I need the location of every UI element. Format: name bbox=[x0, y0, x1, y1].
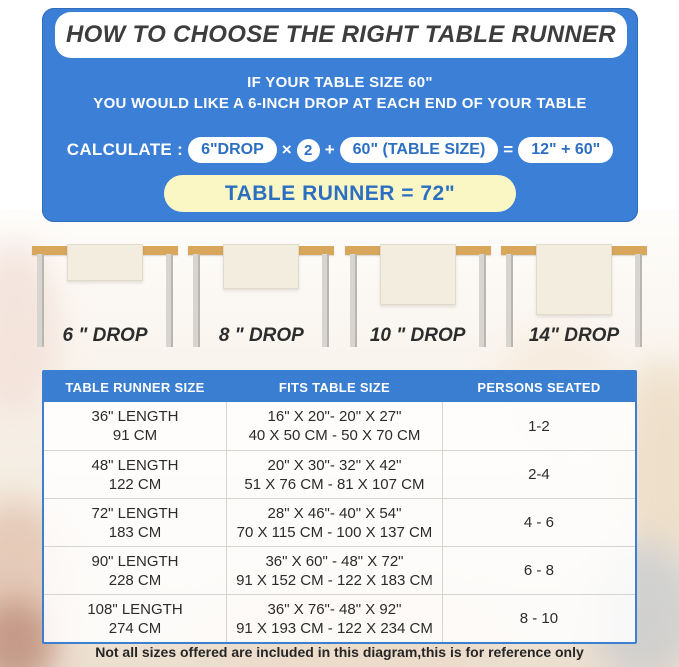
size-inches: 90" LENGTH bbox=[91, 552, 179, 570]
fits-cm: 91 X 152 CM - 122 X 183 CM bbox=[236, 571, 433, 589]
drop-value-pill: 6"DROP bbox=[188, 137, 277, 163]
table-figure-6-drop bbox=[32, 243, 178, 353]
runner-size-cell bbox=[44, 451, 226, 498]
persons-cell: 6 - 8 bbox=[523, 562, 554, 579]
fits-inches: 28" X 46"- 40" X 54" bbox=[267, 504, 402, 522]
persons-cell: 2-4 bbox=[528, 466, 550, 483]
persons-cell: 1-2 bbox=[528, 417, 550, 435]
fits-cm: 40 X 50 CM - 50 X 70 CM bbox=[248, 427, 421, 444]
times-operator: × bbox=[281, 140, 292, 159]
size-inches: 48" LENGTH bbox=[91, 456, 179, 474]
fits-table-cell bbox=[226, 451, 443, 498]
header-panel bbox=[42, 8, 638, 222]
size-reference-table bbox=[42, 370, 637, 644]
fits-inches: 36" X 76"- 48" X 92" bbox=[267, 600, 402, 618]
column-header-persons: PERSONS SEATED bbox=[477, 379, 601, 395]
runner-size-cell bbox=[44, 402, 226, 450]
persons-cell: 4 - 6 bbox=[523, 514, 554, 531]
size-cm: 228 CM bbox=[108, 571, 162, 589]
column-header-fits-table: FITS TABLE SIZE bbox=[278, 379, 391, 395]
fits-inches: 16" X 20"- 20" X 27" bbox=[267, 408, 402, 425]
drop-label: 10 " DROP bbox=[369, 325, 466, 346]
table-header-row bbox=[44, 372, 635, 402]
subtitle-line1: IF YOUR TABLE SIZE 60" bbox=[247, 74, 433, 91]
multiplier-circle: 2 bbox=[297, 139, 320, 162]
table-row bbox=[44, 402, 635, 450]
footer-disclaimer: Not all sizes offered are included in this diagram,this is for reference only bbox=[95, 644, 584, 660]
table-row bbox=[44, 594, 635, 642]
drop-label: 6 " DROP bbox=[62, 325, 148, 346]
size-inches: 108" LENGTH bbox=[87, 600, 183, 618]
subtitle-line2: YOU WOULD LIKE A 6-INCH DROP AT EACH END OF YOUR TABLE bbox=[93, 95, 587, 112]
fits-inches: 36" X 60" - 48" X 72" bbox=[265, 552, 404, 570]
persons-cell: 8 - 10 bbox=[519, 610, 559, 627]
table-row bbox=[44, 546, 635, 594]
table-row bbox=[44, 498, 635, 546]
title-box bbox=[55, 12, 627, 58]
subtitle-block bbox=[42, 72, 638, 114]
runner-illustration bbox=[380, 244, 456, 305]
drop-illustrations bbox=[32, 243, 647, 353]
drop-label: 14" DROP bbox=[528, 325, 620, 346]
column-header-runner-size: TABLE RUNNER SIZE bbox=[65, 379, 205, 395]
fits-table-cell bbox=[226, 499, 443, 546]
equals-operator: = bbox=[503, 140, 514, 159]
drop-label: 8 " DROP bbox=[218, 325, 304, 346]
table-size-pill: 60" (TABLE SIZE) bbox=[340, 137, 499, 163]
runner-size-cell bbox=[44, 547, 226, 594]
fits-cm: 70 X 115 CM - 100 X 137 CM bbox=[236, 523, 433, 541]
table-body bbox=[44, 402, 635, 642]
table-figure-14-drop bbox=[501, 243, 647, 353]
fits-table-cell bbox=[226, 595, 443, 642]
runner-illustration bbox=[536, 244, 612, 315]
size-cm: 274 CM bbox=[108, 619, 162, 637]
size-cm: 183 CM bbox=[108, 523, 162, 541]
size-cm: 91 CM bbox=[112, 427, 158, 444]
table-figure-10-drop bbox=[345, 243, 491, 353]
plus-operator: + bbox=[324, 140, 335, 159]
sum-result-pill: 12" + 60" bbox=[518, 137, 613, 163]
runner-illustration bbox=[67, 244, 143, 281]
fits-table-cell bbox=[226, 402, 443, 450]
size-cm: 122 CM bbox=[108, 475, 162, 493]
fits-table-cell bbox=[226, 547, 443, 594]
table-figure-8-drop bbox=[188, 243, 334, 353]
runner-illustration bbox=[223, 244, 299, 289]
fits-inches: 20" X 30"- 32" X 42" bbox=[267, 456, 402, 474]
fits-cm: 51 X 76 CM - 81 X 107 CM bbox=[244, 475, 425, 493]
runner-size-cell bbox=[44, 595, 226, 642]
calculate-label: CALCULATE : bbox=[66, 140, 184, 159]
runner-size-cell bbox=[44, 499, 226, 546]
page-title: HOW TO CHOOSE THE RIGHT TABLE RUNNER bbox=[66, 21, 616, 48]
table-row bbox=[44, 450, 635, 498]
runner-result-pill: TABLE RUNNER = 72" bbox=[164, 175, 516, 212]
fits-cm: 91 X 193 CM - 122 X 234 CM bbox=[236, 619, 433, 637]
size-inches: 36" LENGTH bbox=[91, 408, 179, 425]
size-inches: 72" LENGTH bbox=[91, 504, 179, 522]
calculation-row bbox=[42, 137, 638, 163]
